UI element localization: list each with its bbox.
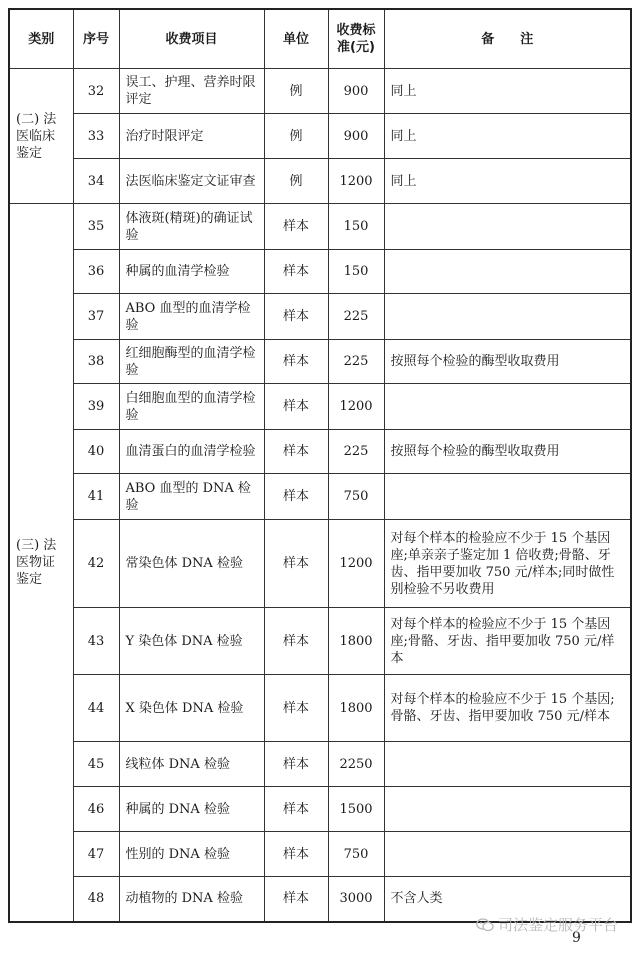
note-cell: 对每个样本的检验应不少于 15 个基因;骨骼、牙齿、指甲要加收 750 元/样本 — [384, 675, 631, 742]
price-cell: 750 — [328, 832, 384, 877]
note-cell: 对每个样本的检验应不少于 15 个基因座;单亲亲子鉴定加 1 倍收费;骨骼、牙齿、指甲要加收 750 元/样本;同时做性别检验不另收费用 — [384, 520, 631, 608]
no-cell: 47 — [73, 832, 119, 877]
price-cell: 2250 — [328, 742, 384, 787]
item-cell: 误工、护理、营养时限评定 — [119, 69, 264, 114]
no-cell: 35 — [73, 204, 119, 250]
no-cell: 44 — [73, 675, 119, 742]
note-cell — [384, 474, 631, 520]
note-cell: 不含人类 — [384, 877, 631, 922]
unit-cell: 例 — [264, 114, 328, 159]
header-item: 收费项目 — [119, 9, 264, 69]
no-cell: 37 — [73, 294, 119, 340]
item-cell: 体液斑(精斑)的确证试验 — [119, 204, 264, 250]
price-cell: 225 — [328, 430, 384, 474]
header-category: 类别 — [9, 9, 73, 69]
price-cell: 1800 — [328, 608, 384, 675]
header-no: 序号 — [73, 9, 119, 69]
table-row — [9, 294, 631, 340]
table-row — [9, 608, 631, 675]
table-row — [9, 204, 631, 250]
note-cell: 按照每个检验的酶型收取费用 — [384, 340, 631, 384]
table-row — [9, 430, 631, 474]
item-cell: 血清蛋白的血清学检验 — [119, 430, 264, 474]
note-cell — [384, 204, 631, 250]
no-cell: 32 — [73, 69, 119, 114]
item-cell: 常染色体 DNA 检验 — [119, 520, 264, 608]
header-note: 备 注 — [384, 9, 631, 69]
table-row — [9, 675, 631, 742]
no-cell: 34 — [73, 159, 119, 204]
unit-cell: 例 — [264, 69, 328, 114]
price-cell: 150 — [328, 250, 384, 294]
category-cell: (三) 法医物证鉴定 — [9, 204, 73, 922]
unit-cell: 样本 — [264, 520, 328, 608]
no-cell: 40 — [73, 430, 119, 474]
unit-cell: 样本 — [264, 294, 328, 340]
item-cell: ABO 血型的血清学检验 — [119, 294, 264, 340]
note-cell — [384, 787, 631, 832]
no-cell: 38 — [73, 340, 119, 384]
item-cell: 种属的血清学检验 — [119, 250, 264, 294]
unit-cell: 样本 — [264, 675, 328, 742]
note-cell: 同上 — [384, 69, 631, 114]
no-cell: 36 — [73, 250, 119, 294]
unit-cell: 样本 — [264, 877, 328, 922]
watermark-text: 司法鉴定服务平台 — [497, 916, 618, 934]
item-cell: 动植物的 DNA 检验 — [119, 877, 264, 922]
unit-cell: 样本 — [264, 430, 328, 474]
price-cell: 1800 — [328, 675, 384, 742]
price-cell: 225 — [328, 340, 384, 384]
price-cell: 750 — [328, 474, 384, 520]
item-cell: 性别的 DNA 检验 — [119, 832, 264, 877]
table-row — [9, 787, 631, 832]
price-cell: 3000 — [328, 877, 384, 922]
item-cell: 治疗时限评定 — [119, 114, 264, 159]
note-cell — [384, 384, 631, 430]
item-cell: 种属的 DNA 检验 — [119, 787, 264, 832]
table-row — [9, 520, 631, 608]
price-cell: 900 — [328, 69, 384, 114]
no-cell: 39 — [73, 384, 119, 430]
note-cell: 同上 — [384, 114, 631, 159]
note-cell — [384, 250, 631, 294]
unit-cell: 例 — [264, 159, 328, 204]
price-cell: 1200 — [328, 384, 384, 430]
unit-cell: 样本 — [264, 384, 328, 430]
item-cell: 线粒体 DNA 检验 — [119, 742, 264, 787]
note-cell — [384, 294, 631, 340]
item-cell: 白细胞血型的血清学检验 — [119, 384, 264, 430]
table-row — [9, 69, 631, 114]
unit-cell: 样本 — [264, 742, 328, 787]
unit-cell: 样本 — [264, 787, 328, 832]
header-unit: 单位 — [264, 9, 328, 69]
note-cell: 按照每个检验的酶型收取费用 — [384, 430, 631, 474]
header-row — [9, 9, 631, 69]
price-cell: 1500 — [328, 787, 384, 832]
item-cell: 红细胞酶型的血清学检验 — [119, 340, 264, 384]
unit-cell: 样本 — [264, 250, 328, 294]
table-row — [9, 474, 631, 520]
price-cell: 150 — [328, 204, 384, 250]
no-cell: 45 — [73, 742, 119, 787]
item-cell: Y 染色体 DNA 检验 — [119, 608, 264, 675]
table-row — [9, 114, 631, 159]
table-row — [9, 384, 631, 430]
category-cell: (二) 法医临床鉴定 — [9, 69, 73, 204]
price-cell: 225 — [328, 294, 384, 340]
note-cell: 对每个样本的检验应不少于 15 个基因座;骨骼、牙齿、指甲要加收 750 元/样本 — [384, 608, 631, 675]
no-cell: 46 — [73, 787, 119, 832]
unit-cell: 样本 — [264, 204, 328, 250]
price-cell: 1200 — [328, 520, 384, 608]
unit-cell: 样本 — [264, 474, 328, 520]
no-cell: 42 — [73, 520, 119, 608]
unit-cell: 样本 — [264, 832, 328, 877]
table-row — [9, 250, 631, 294]
no-cell: 48 — [73, 877, 119, 922]
fee-table — [8, 8, 632, 923]
page-number: 9 — [572, 930, 581, 946]
note-cell — [384, 832, 631, 877]
header-price: 收费标准(元) — [328, 9, 384, 69]
table-row — [9, 159, 631, 204]
no-cell: 43 — [73, 608, 119, 675]
item-cell: 法医临床鉴定文证审查 — [119, 159, 264, 204]
watermark — [476, 914, 618, 935]
table-row — [9, 742, 631, 787]
wechat-icon — [476, 918, 494, 932]
no-cell: 41 — [73, 474, 119, 520]
note-cell: 同上 — [384, 159, 631, 204]
no-cell: 33 — [73, 114, 119, 159]
item-cell: ABO 血型的 DNA 检验 — [119, 474, 264, 520]
price-cell: 1200 — [328, 159, 384, 204]
unit-cell: 样本 — [264, 340, 328, 384]
table-row — [9, 340, 631, 384]
price-cell: 900 — [328, 114, 384, 159]
table-row — [9, 832, 631, 877]
note-cell — [384, 742, 631, 787]
item-cell: X 染色体 DNA 检验 — [119, 675, 264, 742]
unit-cell: 样本 — [264, 608, 328, 675]
